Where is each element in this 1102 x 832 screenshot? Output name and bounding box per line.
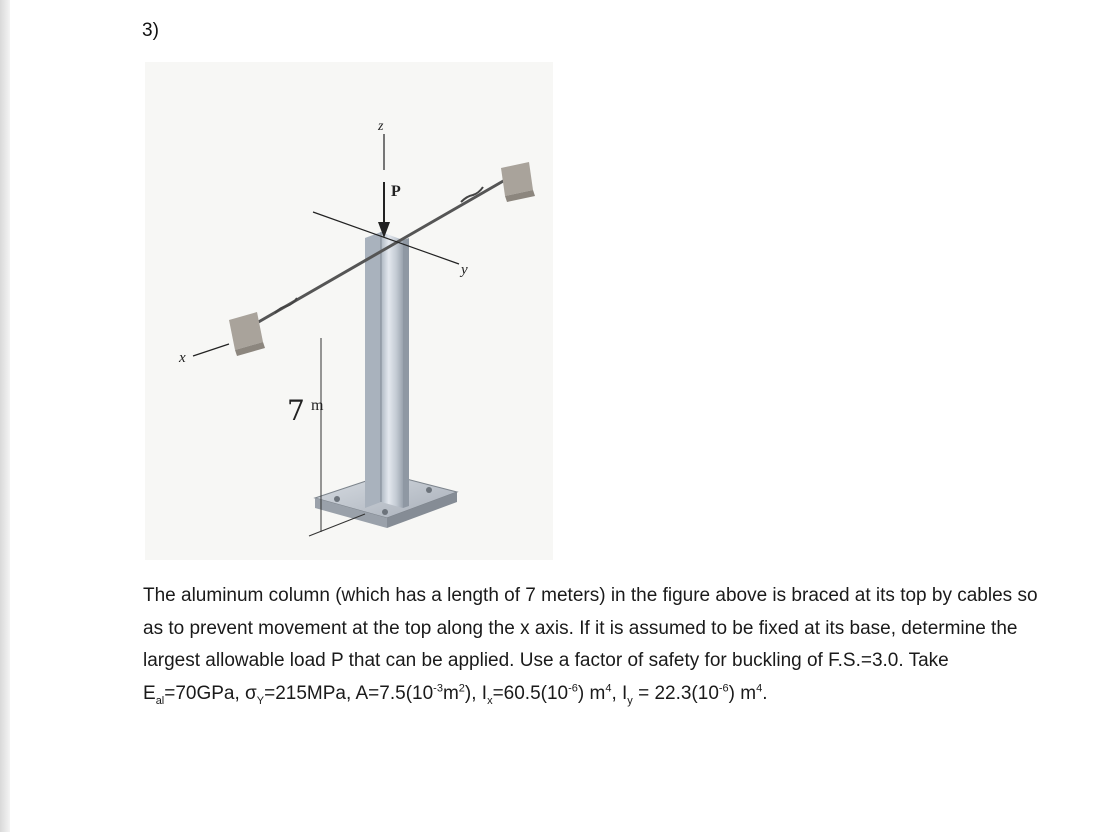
aluminum-column (365, 232, 409, 508)
superscript-exp: 4 (605, 682, 612, 695)
statement-text: =215MPa, A=7.5(10 (264, 682, 434, 704)
problem-number: 3) (142, 20, 159, 41)
superscript-exp: -6 (718, 682, 729, 695)
axis-x-label: x (179, 350, 186, 366)
statement-text: ) m (728, 682, 757, 704)
statement-text: ) m (577, 682, 606, 704)
superscript-exp: 2 (458, 682, 465, 695)
subscript-y: y (627, 694, 633, 707)
statement-text: =60.5(10 (492, 682, 569, 704)
superscript-exp: 4 (756, 682, 763, 695)
length-unit-label: m (311, 397, 324, 414)
statement-text: , I (611, 682, 628, 704)
axis-z-label: z (378, 119, 384, 134)
superscript-exp: -6 (568, 682, 578, 695)
column-illustration (145, 62, 553, 560)
statement-text: m (442, 682, 459, 704)
statement-text: ), I (464, 682, 488, 704)
problem-statement (143, 580, 1043, 710)
subscript-al: al (155, 694, 165, 707)
statement-text: = 22.3(10 (632, 682, 719, 704)
length-label-handwritten: 7 (287, 394, 305, 427)
superscript-exp: -3 (433, 682, 443, 695)
subscript-x: x (487, 694, 493, 707)
axis-y-label: y (461, 262, 468, 278)
column-figure (145, 62, 553, 560)
statement-text: The aluminum column (which has a length of 7 meters) in the figure above is braced at its top by cables so as to prevent movement at the top along the x axis. If it is assumed to be fixed at its base, determine the largest allowable load P that can be applied. Use a factor of safety for buckling of F.S.=3.0. Take E (143, 585, 1038, 704)
subscript-y: Y (256, 694, 265, 707)
load-p-label: P (391, 183, 401, 200)
page-edge-shadow (0, 0, 10, 832)
statement-text: . (762, 682, 768, 704)
statement-text: =70GPa, σ (164, 682, 257, 704)
